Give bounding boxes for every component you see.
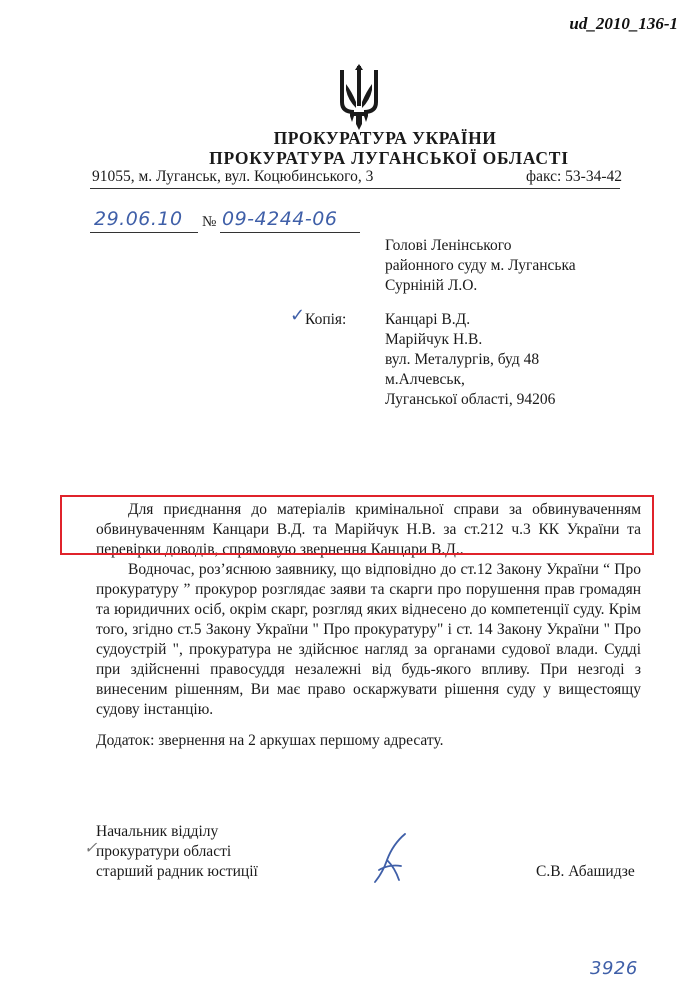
number-underline: [220, 232, 360, 233]
copy-recipients: [385, 310, 555, 410]
signer-line: старший радник юстиції: [96, 863, 258, 880]
copy-label: Копія:: [305, 311, 347, 328]
recipient-line: Сурніній Л.О.: [385, 277, 478, 294]
header-rule: [90, 188, 620, 189]
date-underline: [90, 232, 198, 233]
recipient-block: [385, 236, 576, 296]
signer-title: [96, 822, 258, 882]
recipient-line: Голові Ленінського: [385, 237, 512, 254]
outgoing-number: 09-4244-06: [222, 208, 338, 230]
trident-emblem: [336, 64, 382, 130]
copy-line: Луганської області, 94206: [385, 391, 556, 408]
tick-mark-icon: ✓: [84, 840, 98, 857]
org-fax: факс: 53-34-42: [526, 168, 622, 185]
paragraph-text: Для приєднання до матеріалів кримінальної справи за обвинуваченням обвинуваченням Канцари В.Д. та Марійчук Н.В. за ст.212 ч.3 КК України та перевірки доводів, спрямовую звернення Канцари В.Д..: [96, 501, 641, 558]
copy-line: Марійчук Н.В.: [385, 331, 483, 348]
handwritten-page-number: 3926: [590, 958, 638, 979]
org-line-1: ПРОКУРАТУРА УКРАЇНИ: [273, 128, 497, 148]
highlight-box: [60, 495, 654, 555]
signature-icon: [365, 830, 415, 886]
number-label: №: [202, 214, 217, 230]
outgoing-date: 29.06.10: [94, 208, 183, 230]
org-line-2: ПРОКУРАТУРА ЛУГАНСЬКОЇ ОБЛАСТІ: [209, 148, 569, 168]
signer-line: Начальник відділу: [96, 823, 219, 840]
address-line: [92, 168, 622, 186]
body-paragraph-2: [96, 560, 641, 720]
org-address: 91055, м. Луганськ, вул. Коцюбинського, 3: [92, 168, 374, 185]
copy-line: вул. Металургів, буд 48: [385, 351, 540, 368]
recipient-line: районного суду м. Луганська: [385, 257, 576, 274]
signer-name: С.В. Абашидзе: [536, 863, 635, 880]
paragraph-text: Водночас, роз’яснюю заявнику, що відповідно до ст.12 Закону України “ Про прокуратуру ” прокурор розглядає заяви та скарги про порушення прав громадян та юридичних осіб, окрім скарг, розгляд яких віднесено до компетенції суду. Крім того, згідно ст.5 Закону України " Про прокуратуру" і ст. 14 Закону України " Про судоустрій ", прокуратура не здійснює нагляд за органами судової влади. Судді при здійсненні правосуддя незалежні від будь-якого впливу. При незгоді з винесеним рішенням, Ви має право оскаржувати рішення суду у вищестоящу судову інстанцію.: [96, 561, 641, 718]
copy-line: м.Алчевськ,: [385, 371, 465, 388]
attachment-line: Додаток: звернення на 2 аркушах першому адресату.: [96, 732, 444, 749]
signer-line: прокуратури області: [96, 843, 232, 860]
copy-line: Канцарі В.Д.: [385, 311, 471, 328]
document-id: ud_2010_136-1: [569, 14, 678, 33]
check-mark-icon: ✓: [290, 305, 306, 326]
